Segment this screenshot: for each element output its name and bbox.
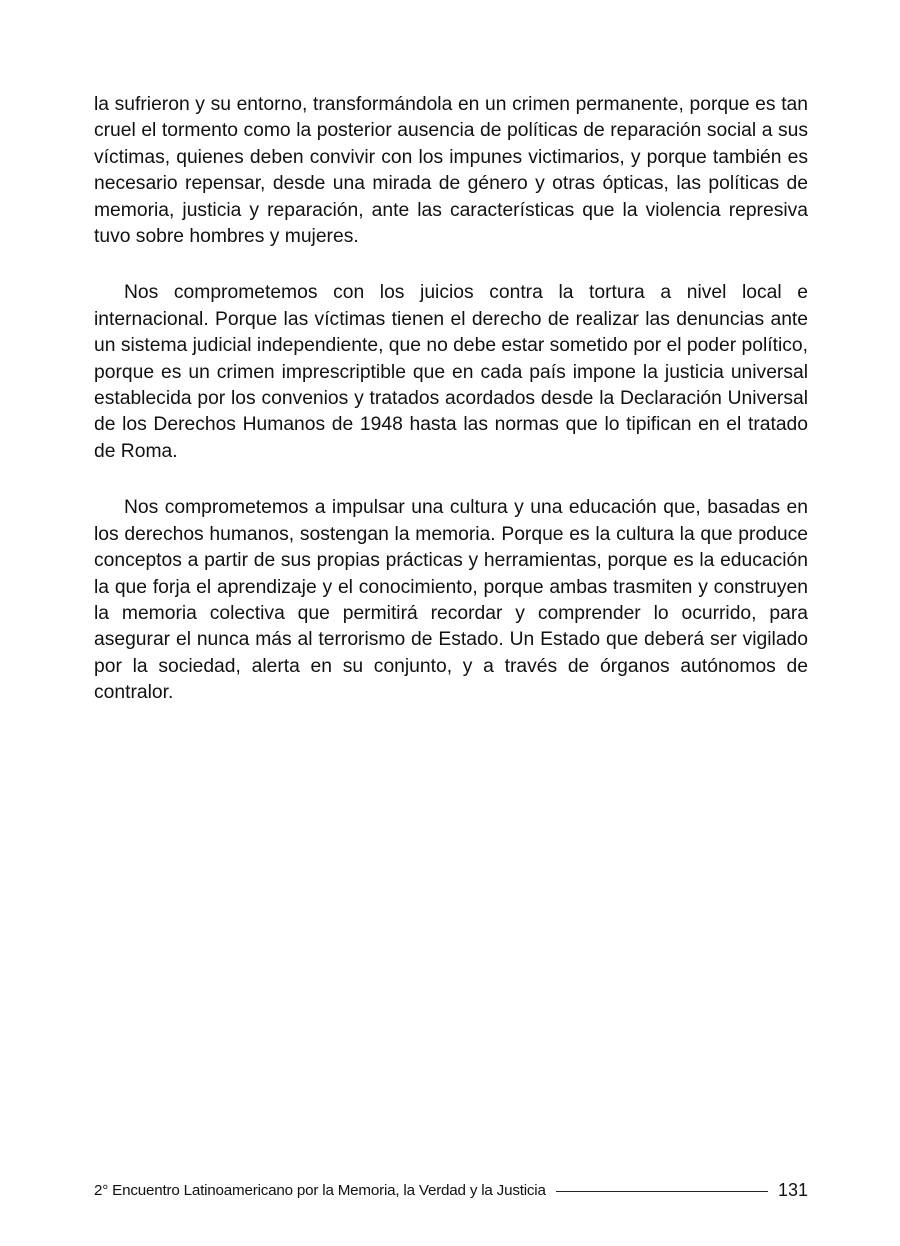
page-footer — [94, 1177, 808, 1203]
body-text — [94, 92, 808, 737]
page-number: 131 — [777, 1179, 808, 1200]
footer-title: 2° Encuentro Latinoamericano por la Memoria, la Verdad y la Justicia — [94, 1181, 546, 1199]
paragraph-cultura: Nos comprometemos a impulsar una cultura y una educación que, basadas en los derechos humanos, sostengan la memoria. Porque es la cultura la que produce conceptos a partir de sus propias prácticas y herramientas, porque es la educación la que forja el aprendizaje y el conocimiento, porque ambas trasmiten y construyen la memoria colectiva que permitirá recordar y comprender lo ocurrido, para asegurar el nunca más al terrorismo de Estado. Un Estado que deberá ser vigilado por la sociedad, alerta en su conjunto, y a través de órganos autónomos de contralor. — [94, 497, 808, 704]
paragraph-juicios: Nos comprometemos con los juicios contra la tortura a nivel local e internacional. Porque las víctimas tienen el derecho de realizar las denuncias ante un sistema judicial independiente, que no debe estar sometido por el poder político, porque es un crimen imprescriptible que en cada país impone la justicia universal establecida por los convenios y tratados acordados desde la Declaración Universal de los Derechos Humanos de 1948 hasta las normas que lo tipifican en el tratado de Roma. — [94, 282, 808, 462]
footer-rule — [556, 1191, 768, 1192]
paragraph-continuation: la sufrieron y su entorno, transformándola en un crimen permanente, porque es tan cruel el tormento como la posterior ausencia de políticas de reparación social a sus víctimas, quienes deben convivir con los impunes victimarios, y porque también es necesario repensar, desde una mirada de género y otras ópticas, las políticas de memoria, justicia y reparación, ante las características que la violencia represiva tuvo sobre hombres y mujeres. — [94, 94, 808, 248]
